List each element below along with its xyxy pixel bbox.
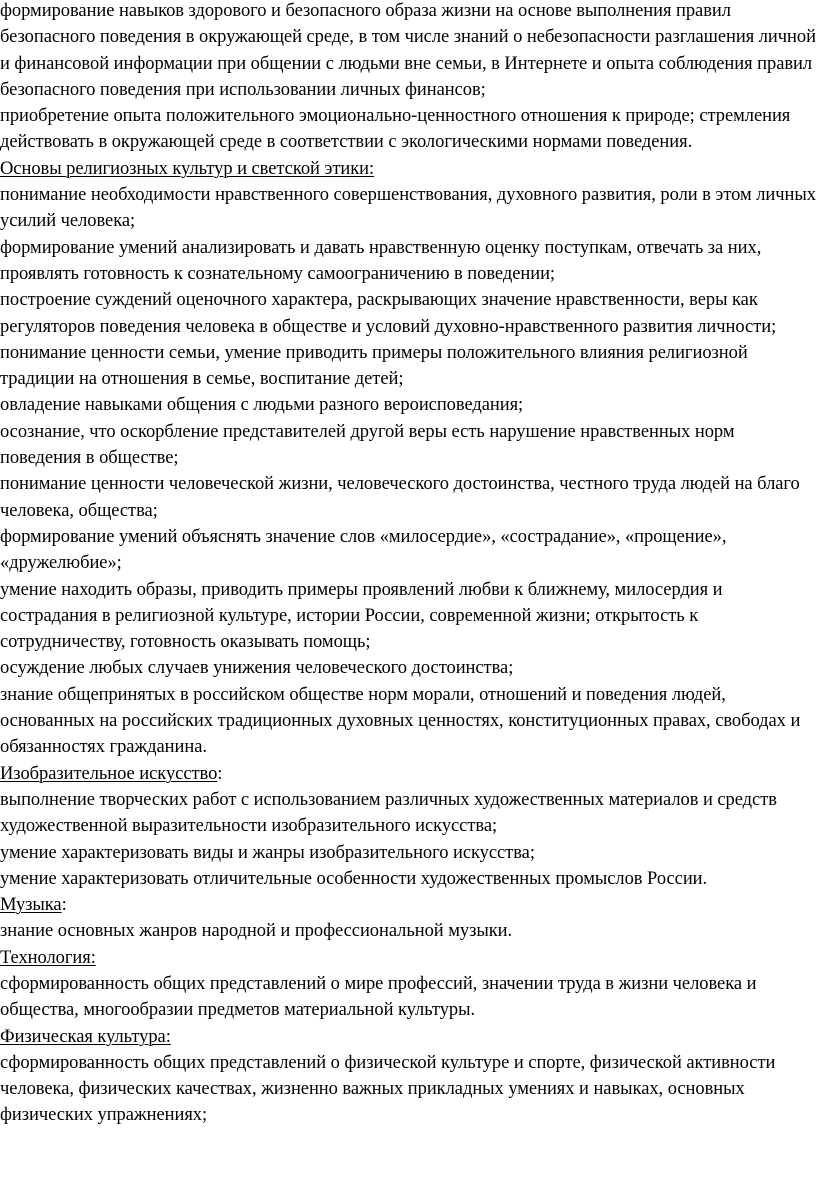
list-item: знание общепринятых в российском обществе норм морали, отношений и поведения людей, основанных на российских традиционных духовных ценностях, конституционных правах, свободах и обязанностях гражданина. [0, 684, 801, 758]
list-item: умение характеризовать виды и жанры изобразительного искусства; [0, 842, 535, 863]
list-item: формирование умений объяснять значение слов «милосердие», «сострадание», «прощение», «дружелюбие»; [0, 526, 727, 574]
list-item: построение суждений оценочного характера, раскрывающих значение нравственности, веры как регуляторов поведения человека в обществе и условий духовно-нравственного развития личности; [0, 290, 777, 337]
section-heading [0, 761, 816, 787]
list-item: формирование умений анализировать и давать нравственную оценку поступкам, отвечать за них, проявлять готовность к сознательному самоограничению в поведении; [0, 237, 762, 284]
list-item: выполнение творческих работ с использованием различных художественных материалов и средств художественной выразительности изобразительного искусства; [0, 789, 777, 837]
list-item: понимание ценности семьи, умение приводить примеры положительного влияния религиозной традиции на отношения в семье, воспитание детей; [0, 342, 748, 390]
section-heading-text: Изобразительное искусство [0, 763, 218, 784]
list-item: понимание ценности человеческой жизни, человеческого достоинства, честного труда людей на благо человека, общества; [0, 474, 800, 521]
section-heading [0, 1024, 816, 1050]
list-item: осознание, что оскорбление представителей другой веры есть нарушение нравственных норм поведения в обществе; [0, 421, 735, 469]
list-item: осуждение любых случаев унижения человеческого достоинства; [0, 658, 514, 679]
list-item: сформированность общих представлений о мире профессий, значении труда в жизни человека и общества, многообразии предметов материальной культуры. [0, 973, 757, 1021]
intro-paragraph: формирование навыков здорового и безопасного образа жизни на основе выполнения правил безопасного поведения в окружающей среде, в том числе знаний о небезопасности разглашения личной и финансовой информации при общении с людьми вне семьи, в Интернете и опыта соблюдения правил безопасного поведения при использовании личных финансов; [0, 1, 816, 100]
list-item: знание основных жанров народной и профессиональной музыки. [0, 921, 513, 942]
section-heading-text: Музыка [0, 895, 62, 916]
section-heading-suffix: : [217, 763, 223, 784]
list-item: овладение навыками общения с людьми разного вероисповедания; [0, 395, 524, 416]
list-item: умение характеризовать отличительные особенности художественных промыслов России. [0, 868, 708, 889]
list-item: умение находить образы, приводить примеры проявлений любви к ближнему, милосердия и сострадания в религиозной культуре, истории России, современной жизни; открытость к сотрудничеству, готовность оказывать помощь; [0, 579, 723, 653]
section-heading-suffix: : [61, 895, 67, 916]
section-heading-text: Физическая культура: [0, 1026, 171, 1047]
section-heading [0, 892, 816, 918]
list-item: понимание необходимости нравственного совершенствования, духовного развития, роли в этом личных усилий человека; [0, 185, 816, 232]
section-heading-text: Технология: [0, 947, 96, 968]
list-item: сформированность общих представлений о физической культуре и спорте, физической активности человека, физических качествах, жизненно важных прикладных умениях и навыках, основных физических упражнениях; [0, 1052, 776, 1126]
section-heading [0, 156, 816, 182]
intro-paragraph: приобретение опыта положительного эмоционально-ценностного отношения к природе; стремления действовать в окружающей среде в соответствии с экологическими нормами поведения. [0, 106, 791, 153]
section-heading [0, 945, 816, 971]
section-heading-text: Основы религиозных культур и светской этики: [0, 158, 375, 179]
